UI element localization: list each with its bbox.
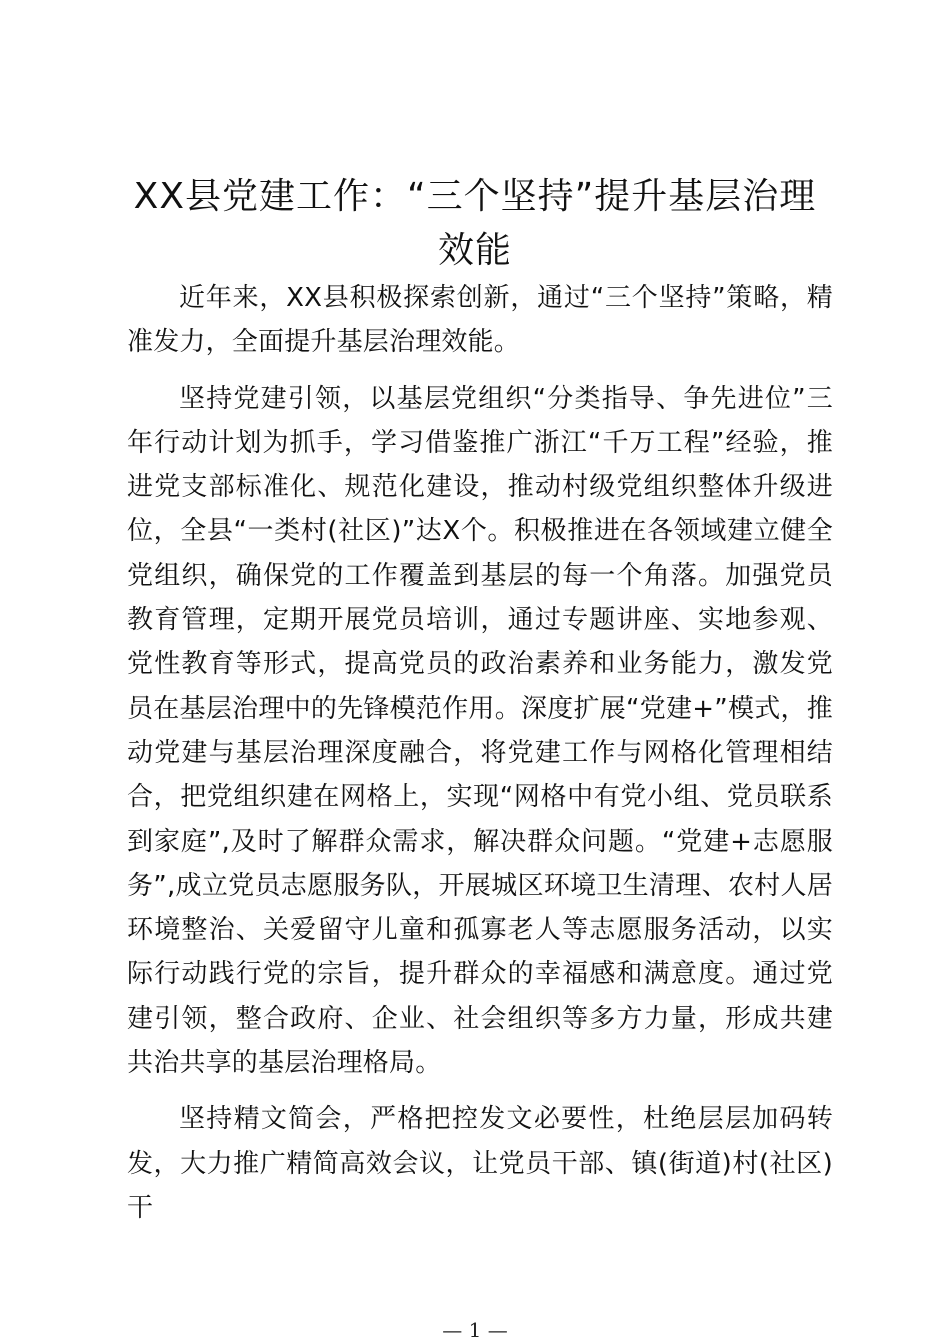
page-number: — 1 — [442, 1318, 508, 1342]
document-body [127, 276, 833, 1230]
paragraph-streamline-meetings: 坚持精文简会，严格把控发文必要性，杜绝层层加码转发，大力推广精简高效会议，让党员干部、镇(街道)村(社区)干 [127, 1104, 833, 1223]
paragraph-party-leadership: 坚持党建引领，以基层党组织“分类指导、争先进位”三年行动计划为抓手，学习借鉴推广浙江“千万工程”经验，推进党支部标准化、规范化建设，推动村级党组织整体升级进位，全县“一类村(社区)”达X个。积极推进在各领域建立健全党组织，确保党的工作覆盖到基层的每一个角落。加强党员教育管理，定期开展党员培训，通过专题讲座、实地参观、党性教育等形式，提高党员的政治素养和业务能力，激发党员在基层治理中的先锋模范作用。深度扩展“党建+”模式，推动党建与基层治理深度融合，将党建工作与网格化管理相结合，把党组织建在网格上，实现“网格中有党小组、党员联系到家庭”,及时了解群众需求，解决群众问题。“党建+志愿服务”,成立党员志愿服务队，开展城区环境卫生清理、农村人居环境整治、关爱留守儿童和孤寡老人等志愿服务活动，以实际行动践行党的宗旨，提升群众的幸福感和满意度。通过党建引领，整合政府、企业、社会组织等多方力量，形成共建共治共享的基层治理格局。 [127, 383, 833, 1079]
paragraph-intro: 近年来，XX县积极探索创新，通过“三个坚持”策略，精准发力，全面提升基层治理效能。 [127, 283, 833, 358]
document-title: XX县党建工作：“三个坚持”提升基层治理效能 [133, 176, 817, 271]
